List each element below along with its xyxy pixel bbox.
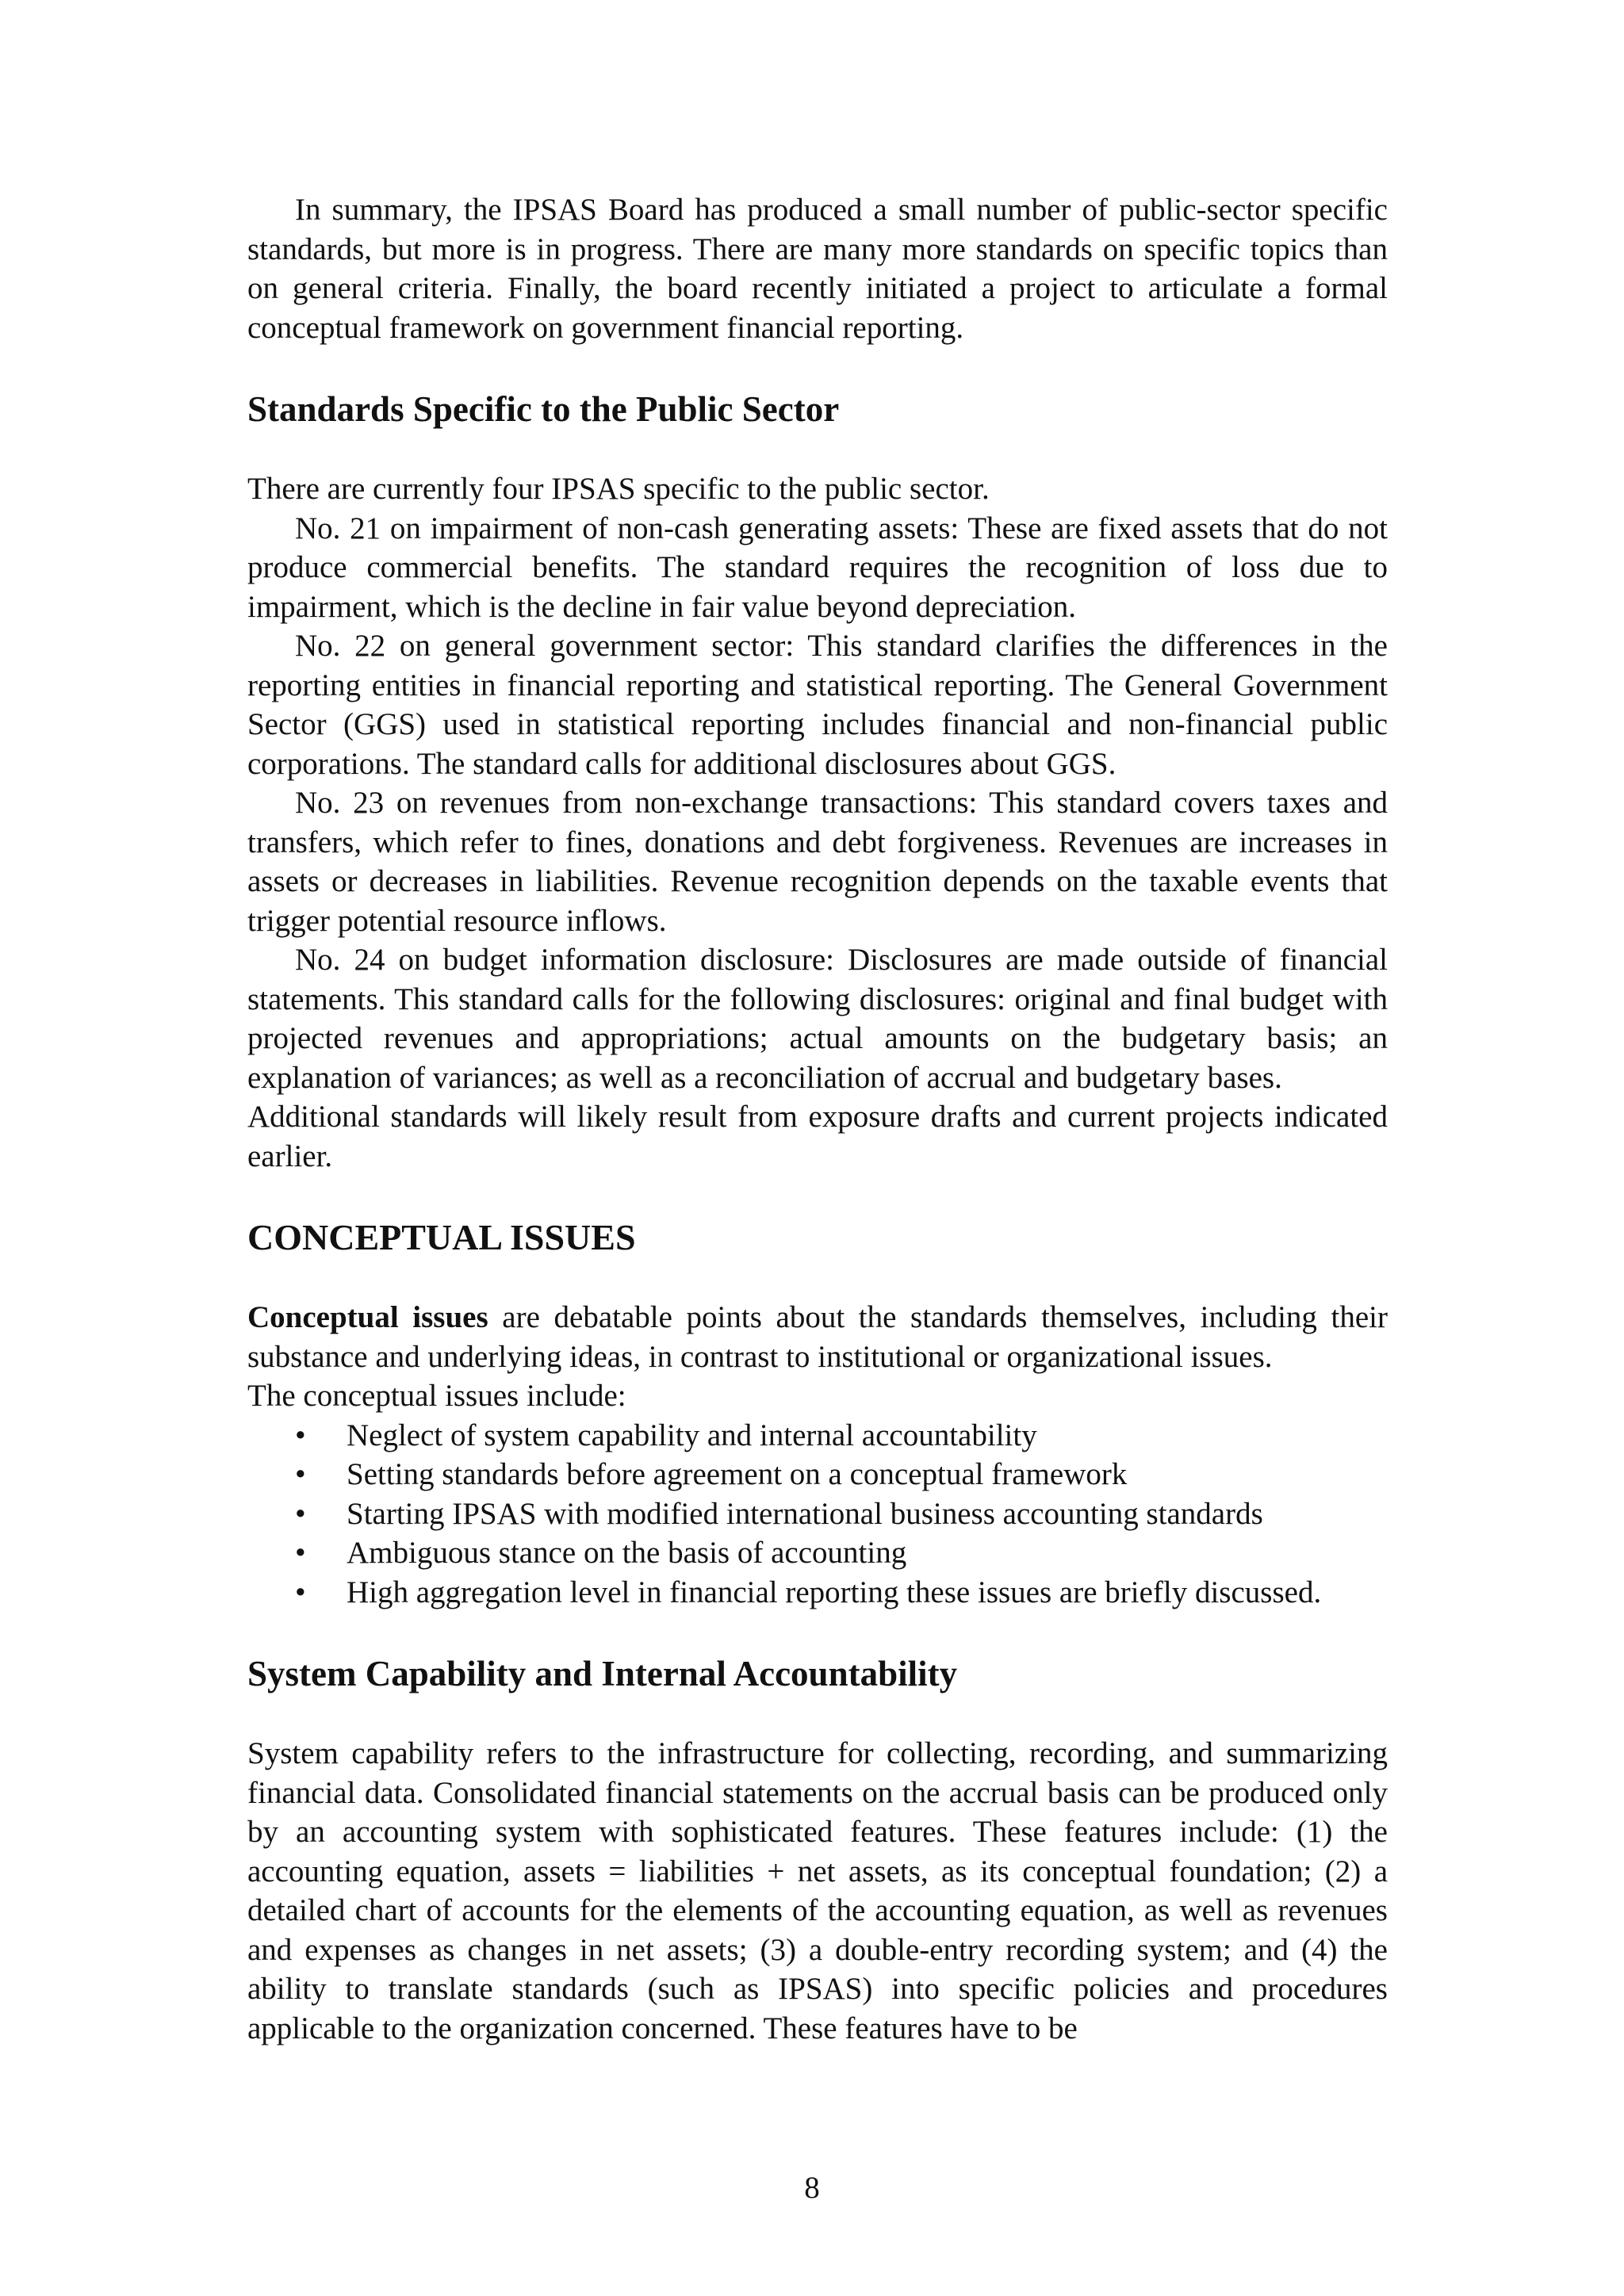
conceptual-list-intro: The conceptual issues include: — [247, 1379, 626, 1413]
standard-item-21: No. 21 on impairment of non-cash generating assets: These are fixed assets that do not produce commercial benefits. The standard requires the recognition of loss due to impairment, which is the decline in fair value beyond depreciation. — [247, 511, 1388, 624]
conceptual-definition — [247, 1298, 1388, 1376]
page-number: 8 — [804, 2171, 820, 2205]
list-item: • High aggregation level in financial reporting these issues are briefly discussed. — [247, 1573, 1388, 1613]
standard-item-24: No. 24 on budget information disclosure: Disclosures are made outside of financial statements. This standard calls for the following disclosures: original and final budget with projected revenues and appropriations; actual amounts on the budgetary basis; an explanation of variances; as well as a reconciliation of accrual and budgetary bases. — [247, 943, 1388, 1095]
list-item: • Neglect of system capability and internal accountability — [247, 1416, 1388, 1456]
bullet-icon: • — [295, 1418, 306, 1452]
standard-item-22: No. 22 on general government sector: This standard clarifies the differences in the reporting entities in financial reporting and statistical reporting. The General Government Sector (GGS) used in statistical reporting includes financial and non-financial public corporations. The standard calls for additional disclosures about GGS. — [247, 629, 1388, 781]
standards-lead: There are currently four IPSAS specific to the public sector. — [247, 472, 990, 506]
bullet-icon: • — [295, 1575, 306, 1609]
intro-paragraph: In summary, the IPSAS Board has produced a small number of public-sector specific standards, but more is in progress. There are many more standards on specific topics than on general criteria. Finally, the board recently initiated a project to articulate a formal conceptual framework on government financial reporting. — [247, 193, 1388, 345]
system-capability-paragraph: System capability refers to the infrastructure for collecting, recording, and summarizing financial data. Consolidated financial statements on the accrual basis can be produced only by an accounting system with sophisticated features. These features include: (1) the accounting equation, assets = liabilities + net assets, as its conceptual foundation; (2) a detailed chart of accounts for the elements of the accounting equation, as well as revenues and expenses as changes in net assets; (3) a double-entry recording system; and (4) the ability to translate standards (such as IPSAS) into specific policies and procedures applicable to the organization concerned. These features have to be — [247, 1736, 1388, 2045]
section-heading-conceptual: CONCEPTUAL ISSUES — [247, 1217, 636, 1257]
conceptual-definition-text: are debatable points about the standards themselves, including their substance and underlying ideas, in contrast to institutional or organizational issues. — [247, 1300, 1388, 1374]
bullet-icon: • — [295, 1536, 306, 1570]
list-item: • Ambiguous stance on the basis of accounting — [247, 1533, 1388, 1573]
bullet-icon: • — [295, 1496, 306, 1531]
standard-item-23: No. 23 on revenues from non-exchange transactions: This standard covers taxes and transfers, which refer to fines, donations and debt forgiveness. Revenues are increases in assets or decreases in liabilities. Revenue recognition depends on the taxable events that trigger potential resource inflows. — [247, 786, 1388, 938]
conceptual-term: Conceptual issues — [247, 1300, 488, 1334]
section-heading-standards: Standards Specific to the Public Sector — [247, 389, 840, 429]
conceptual-issues-list — [247, 1416, 1388, 1613]
bullet-icon: • — [295, 1457, 306, 1491]
standards-closing: Additional standards will likely result from exposure drafts and current projects indicated earlier. — [247, 1100, 1388, 1173]
document-page — [247, 190, 1388, 2048]
section-heading-system-capability: System Capability and Internal Accountability — [247, 1654, 958, 1693]
list-item: • Setting standards before agreement on a conceptual framework — [247, 1455, 1388, 1494]
list-item: • Starting IPSAS with modified international business accounting standards — [247, 1494, 1388, 1534]
